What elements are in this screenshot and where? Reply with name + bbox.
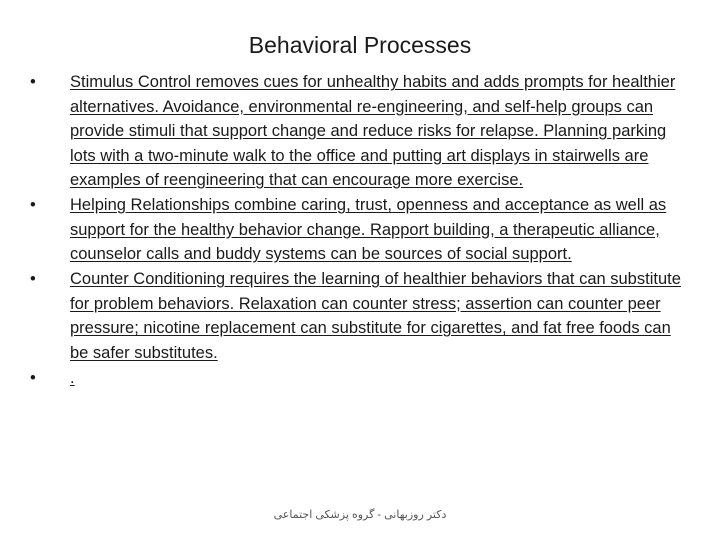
bullet-icon: • [30, 73, 36, 91]
bullet-text: . [70, 368, 75, 387]
bullet-icon: • [30, 196, 36, 214]
bullet-text: Counter Conditioning requires the learning of healthier behaviors that can substitute for problem behaviors. Relaxation can counter stress; assertion can counter peer pressure; nicotine replacement can substitute for cigarettes, and fat free foods can be safer substitutes. [70, 270, 681, 362]
bullet-icon: • [30, 270, 36, 288]
bullet-text: Helping Relationships combine caring, trust, openness and acceptance as well as support for the healthy behavior change. Rapport building, a therapeutic alliance, counselor calls and buddy systems can be sources of social support. [70, 196, 667, 263]
slide-title: Behavioral Processes [248, 32, 472, 58]
bullet-icon: • [30, 368, 36, 387]
bullet-item-helping-relationships [30, 193, 682, 267]
bullet-list [30, 70, 682, 391]
bullet-item-empty [30, 366, 682, 391]
slide-footer: دکتر روزبهانی - گروه پزشکی اجتماعی [273, 509, 447, 521]
bullet-text: Stimulus Control removes cues for unhealthy habits and adds prompts for healthier alternatives. Avoidance, environmental re-engineering, and self-help groups can provide stimuli that support change and reduce risks for relapse. Planning parking lots with a two-minute walk to the office and putting art displays in stairwells are examples of reengineering that can encourage more exercise. [70, 73, 676, 189]
bullet-item-counter-conditioning [30, 267, 682, 365]
bullet-item-stimulus-control [30, 70, 682, 193]
